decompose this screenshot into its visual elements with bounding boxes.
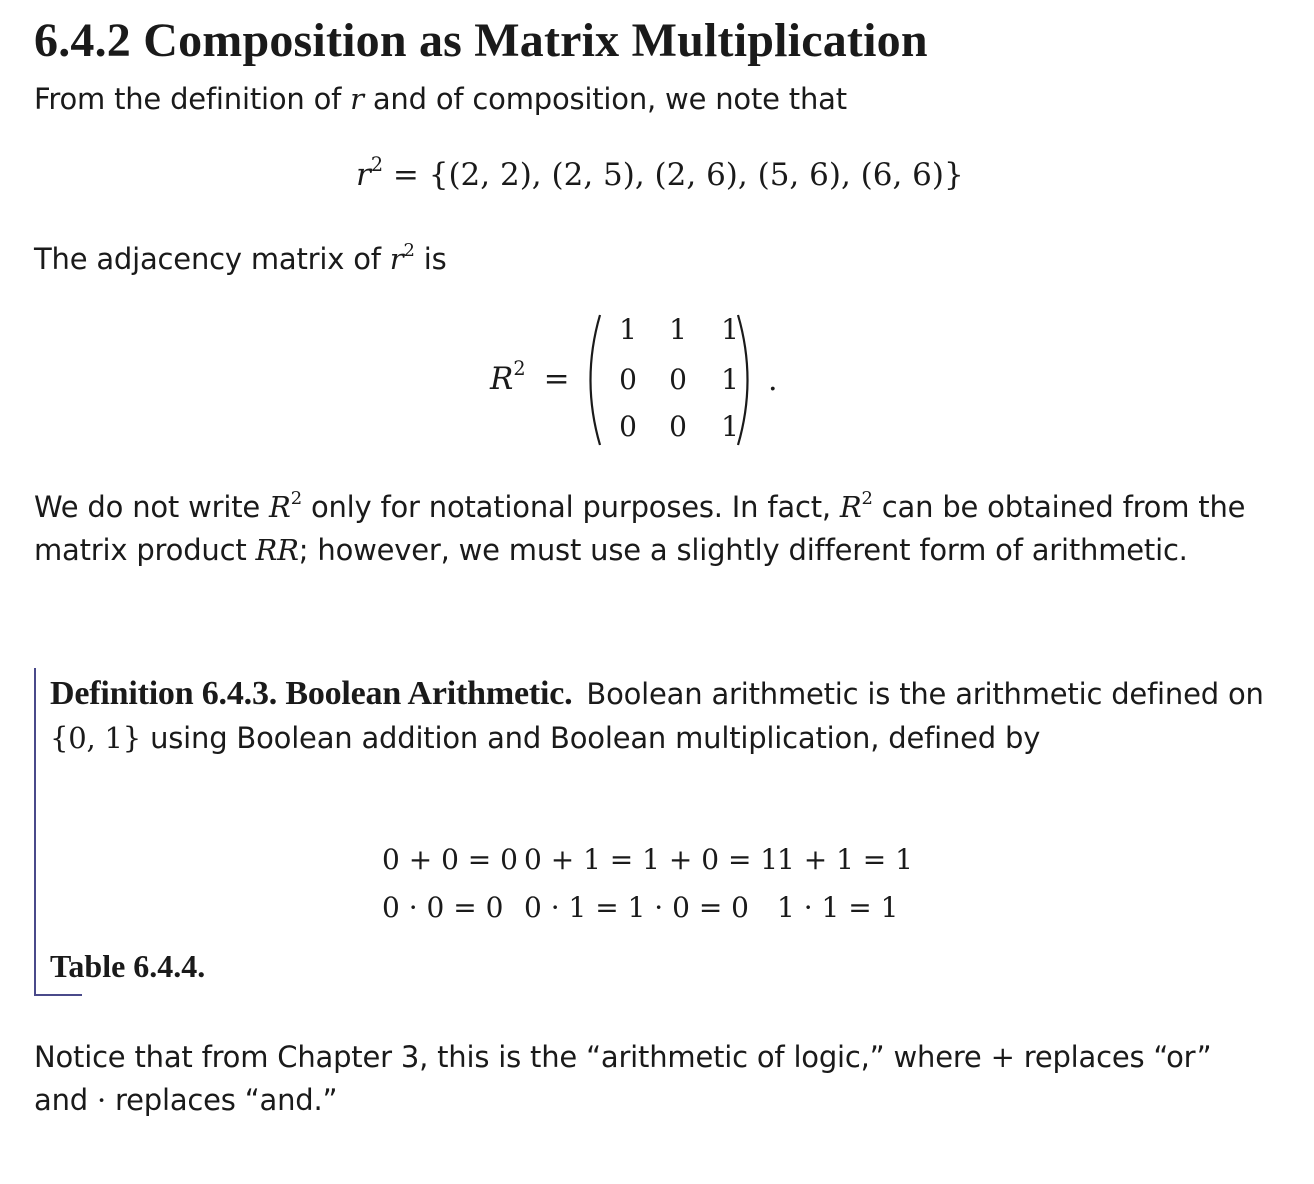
closing-paragraph <box>34 1036 1264 1122</box>
definition-paragraph <box>50 672 1265 760</box>
var-R: R <box>839 490 862 524</box>
table-cell: 0 + 0 = 0 <box>382 843 518 876</box>
matrix-cell: 1 <box>669 313 687 346</box>
eq-rhs-set: = {(2, 2), (2, 5), (2, 6), (5, 6), (6, 6)} <box>392 157 964 193</box>
var-RR: RR <box>255 533 299 567</box>
matrix-lhs <box>490 354 570 404</box>
var-r: r <box>389 242 404 276</box>
definition-block <box>34 668 1276 996</box>
plus-symbol: + <box>990 1040 1015 1074</box>
matrix-cell: 0 <box>619 410 637 443</box>
table-cell: 0 · 1 = 1 · 0 = 0 <box>524 891 749 924</box>
right-paren <box>734 312 760 448</box>
matrix-lhs-exp: 2 <box>513 356 526 380</box>
table-cell: 1 + 1 = 1 <box>777 843 913 876</box>
adjacency-text-after: is <box>414 242 447 276</box>
table-caption: Table 6.4.4. <box>50 948 206 984</box>
eq-lhs-base: r <box>356 157 371 193</box>
notation-text-1: We do not write <box>34 490 270 524</box>
eq-lhs-exp: 2 <box>370 152 384 176</box>
closing-text-2: replaces “or” and <box>34 1040 1212 1117</box>
matrix-cell: 0 <box>619 363 637 396</box>
matrix-cell: 0 <box>669 410 687 443</box>
dot-symbol: · <box>96 1083 107 1117</box>
var-R-exp: 2 <box>290 487 302 509</box>
equation-r-squared <box>356 150 964 200</box>
matrix-body <box>602 312 739 448</box>
notation-paragraph <box>34 486 1264 572</box>
intro-paragraph <box>34 78 1264 121</box>
table-cell: 1 · 1 = 1 <box>777 891 899 924</box>
left-paren <box>578 312 604 448</box>
matrix-cell: 1 <box>721 363 739 396</box>
matrix-period: . <box>768 363 778 398</box>
definition-set: {0, 1} <box>50 721 142 755</box>
closing-text-1: Notice that from Chapter 3, this is the “arithmetic of logic,” where <box>34 1040 991 1074</box>
notation-text-2: only for notational purposes. In fact, <box>301 490 840 524</box>
adjacency-text-before: The adjacency matrix of <box>34 242 390 276</box>
matrix-cell: 1 <box>721 313 739 346</box>
definition-text-2: using Boolean addition and Boolean multiplication, defined by <box>141 721 1041 755</box>
definition-text-1: Boolean arithmetic is the arithmetic defined on <box>586 677 1264 711</box>
matrix-cell: 1 <box>721 410 739 443</box>
table-cell: 0 · 0 = 0 <box>382 891 504 924</box>
var-R: R <box>269 490 291 524</box>
intro-text-before: From the definition of <box>34 82 351 116</box>
var-r-exp: 2 <box>403 239 415 261</box>
matrix-equals: = <box>543 361 570 397</box>
matrix-cell: 1 <box>619 313 637 346</box>
intro-text-after: and of composition, we note that <box>363 82 847 116</box>
section-heading: 6.4.2 Composition as Matrix Multiplication <box>34 14 928 67</box>
adjacency-paragraph <box>34 238 1264 281</box>
definition-block-foot <box>34 994 82 996</box>
closing-text-3: replaces “and.” <box>106 1083 338 1117</box>
table-cell: 0 + 1 = 1 + 0 = 1 <box>524 843 779 876</box>
notation-text-3: can be obtained from the matrix product <box>34 490 1246 567</box>
definition-title: Definition 6.4.3. Boolean Arithmetic. <box>50 675 573 712</box>
matrix-cell: 0 <box>669 363 687 396</box>
notation-text-4: ; however, we must use a slightly different form of arithmetic. <box>298 533 1188 567</box>
matrix-lhs-base: R <box>490 361 514 397</box>
matrix-equation <box>490 312 790 448</box>
var-R-exp: 2 <box>861 487 873 509</box>
var-r: r <box>350 82 364 116</box>
